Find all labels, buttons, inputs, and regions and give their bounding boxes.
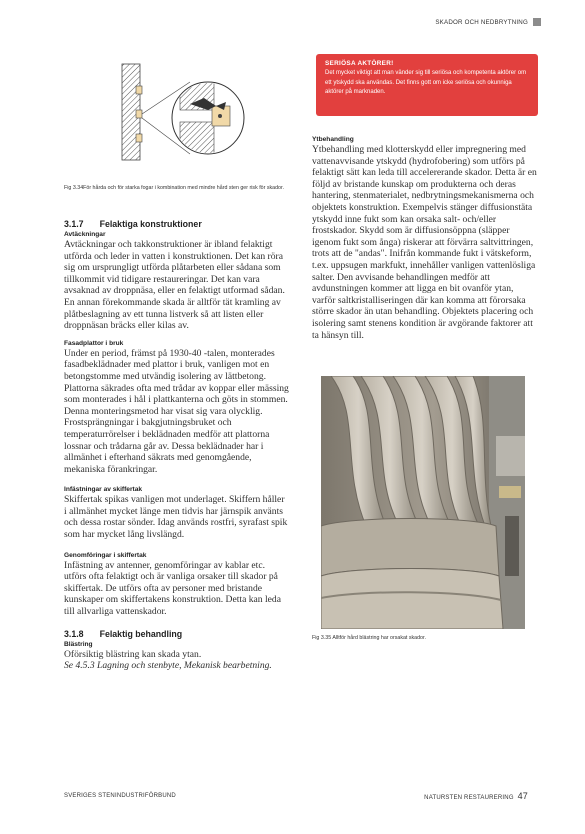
section-title: Felaktig behandling — [99, 628, 183, 639]
footer-book-title: NATURSTEN RESTAURERING — [424, 795, 514, 801]
paragraph-ytbehandling: Ytbehandling med klotterskydd eller impregnering med vattenavvisande ytskydd (hydrofobering) som utförs på felaktigt sätt kan leda till accelererande skador. Detta är en följd av bristande kunskap om produkterna och deras hantering, stenmaterialet, nedbrytningsmekanismerna och objektets konstruktion. Exempelvis stänger diffusionstäta ytskydd inne fukt som kan orsaka salt- och/eller frostskador. Skydd som är diffusionsöppna (släpper igenom fukt som ånga) riskerar att förvärra saltvittringen, trots att de "andas". Inifrån kommande fukt i vätskeform, t.ex. uppsugen markfukt, innehåller vanligen vattenlösliga salter. Den avvisande behandlingen medför att avdunstningen kommer att ligga en bit ovanför ytan, varför saltkristalliseringen där kan komma att förorsaka större skador än utan behandling. Objektets placering och isolering samt stenens kondition är avgörande faktorer att ta hänsyn till. — [312, 144, 537, 341]
cross-reference: Se 4.5.3 Lagning och stenbyte, Mekanisk bearbetning. — [64, 660, 272, 672]
subheading-avtackningar: Avtäckningar — [64, 231, 106, 238]
right-column — [312, 136, 537, 341]
figure-joint-diagram — [120, 62, 250, 162]
subheading-blastring: Blästring — [64, 640, 93, 648]
subheading-genomforingar: Genomföringar i skiffertak — [64, 551, 147, 559]
subheading-ytbehandling: Ytbehandling — [312, 136, 354, 143]
page-number: 47 — [517, 791, 528, 801]
section-number: 3.1.7 — [64, 219, 84, 229]
left-column — [64, 219, 289, 672]
figure-caption-3-34: Fig 3.34För hårda och för starka fogar i kombination med mindre hård sten ger risk för skador. — [64, 185, 284, 191]
paragraph-genomforingar: Infästning av antenner, genomföringar av kablar etc. utförs ofta felaktigt och är vanliga orsaker till skador på skiffertak. De utförs ofta av personer med bristande kunskaper om skiffertakens konstruktion. Detta kan leda till allvarliga vattenskador. — [64, 559, 281, 618]
section-heading-3-1-8 — [64, 629, 289, 639]
paragraph-skiffertak: Skiffertak spikas vanligen mot underlaget. Skiffern håller i allmänhet mycket länge men tidvis har järnspik använts och dessa rostar sönder. Idag används rostfri, syrafast spik som har mycket lång livslängd. — [64, 494, 288, 541]
paragraph-blastring: Oförsiktig blästring kan skada ytan. — [64, 648, 202, 660]
figure-caption-3-35: Fig 3.35 Alltför hård blästring har orsakat skador. — [312, 635, 426, 641]
footer-publisher: SVERIGES STENINDUSTRIFÖRBUND — [64, 793, 176, 799]
callout-title: SERIÖSA AKTÖRER! — [325, 60, 394, 67]
subheading-fasadplattor: Fasadplattor i bruk — [64, 339, 124, 347]
section-number: 3.1.8 — [64, 628, 84, 639]
running-header: SKADOR OCH NEDBRYTNING — [435, 19, 528, 26]
callout-text: Det mycket viktigt att man vänder sig till seriösa och kompetenta aktörer om ett ytskydd ska användas. Det finns gott om icke seriösa och okunniga aktörer på marknaden. — [325, 70, 527, 95]
header-marker — [533, 18, 541, 26]
subheading-skiffertak: Infästningar av skiffertak — [64, 486, 143, 494]
section-heading-3-1-7 — [64, 219, 289, 229]
footer-title — [424, 791, 528, 801]
photo-damaged-column — [321, 376, 525, 629]
section-title: Felaktiga konstruktioner — [99, 219, 202, 229]
callout-box — [316, 54, 538, 116]
paragraph-fasadplattor: Under en period, främst på 1930-40 -talen, monterades fasadbeklädnader med plattor i bruk, vanligen mot en betongstomme med utvändig isolering av lättbetong. Plattorna säkrades ofta med trådar av koppar eller mässing som monterades i hål i plattkanterna och göts in stommen. Denna monteringsmetod har visat sig vara olycklig. Frostsprängningar i bakgjutningsbruket och temperaturrörelser i beklädnaden medför att plattorna lossnar och trådarna går av. Dessa beklädnader har i allmänhet i efterhand säkrats med genomgående, mekaniska förankringar. — [64, 347, 289, 475]
paragraph-avtackningar: Avtäckningar och takkonstruktioner är ibland felaktigt utförda och leder in vatten i konstruktionen. Det kan röra sig om ursprungligt utförda plåtarbeten eller sådana som tillkommit vid tidigare restaureringar. Det kan vara avsaknad av droppnäsa, eller en felaktigt utformad sådan. En annan förekommande skada är alltför tät kramling av plåtbeslagning av ett tunna listverk så att listen eller droppnäsan bräcks eller kilas av. — [64, 239, 285, 332]
